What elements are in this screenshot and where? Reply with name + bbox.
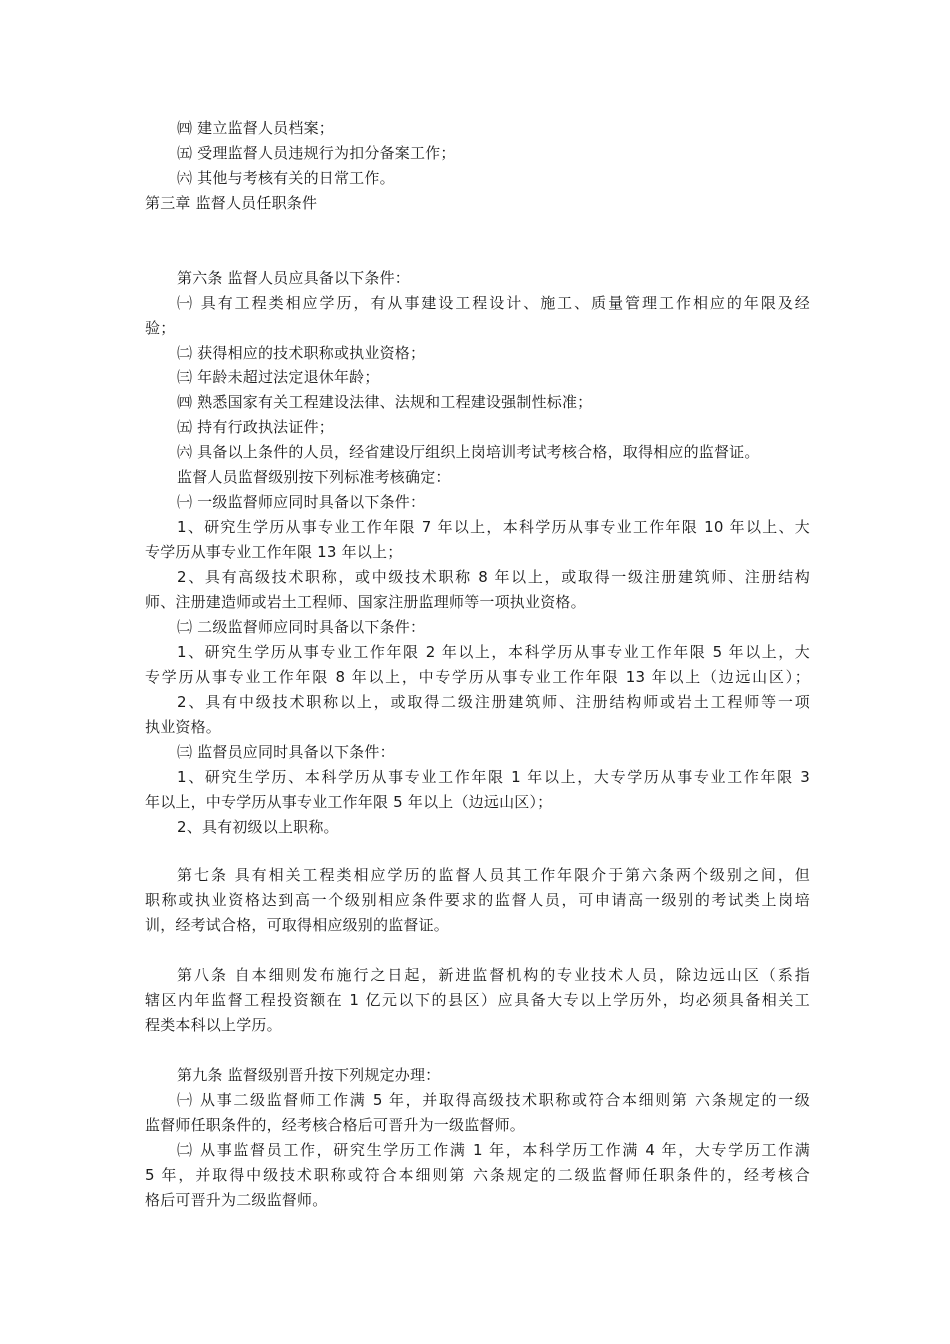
text-line: ㈢ 年龄未超过法定退休年龄； bbox=[177, 368, 380, 386]
text-line: ㈠ 一级监督师应同时具备以下条件： bbox=[177, 493, 426, 511]
text-line: 格后可晋升为二级监督师。 bbox=[145, 1191, 328, 1209]
text-line: 监督人员监督级别按下列标准考核确定： bbox=[177, 468, 451, 486]
article-heading: 第六条 监督人员应具备以下条件： bbox=[177, 269, 410, 287]
article-heading: 第九条 监督级别晋升按下列规定办理： bbox=[177, 1066, 441, 1084]
text-line: 训，经考试合格，可取得相应级别的监督证。 bbox=[145, 916, 450, 934]
text-line: 专学历从事专业工作年限 8 年以上，中专学历从事专业工作年限 13 年以上（边远山区）； bbox=[145, 668, 810, 686]
text-line: 验； bbox=[145, 319, 176, 337]
text-line: ㈢ 监督员应同时具备以下条件： bbox=[177, 743, 395, 761]
text-line: 年以上，中专学历从事专业工作年限 5 年以上（边远山区）； bbox=[145, 793, 553, 811]
text-line: 专学历从事专业工作年限 13 年以上； bbox=[145, 543, 403, 561]
text-line: ㈣ 建立监督人员档案； bbox=[177, 119, 334, 137]
text-line: ㈤ 持有行政执法证件； bbox=[177, 418, 334, 436]
text-line: ㈠ 具有工程类相应学历，有从事建设工程设计、施工、质量管理工作相应的年限及经 bbox=[177, 294, 810, 312]
text-line: 辖区内年监督工程投资额在 1 亿元以下的县区）应具备大专以上学历外，均必须具备相关工 bbox=[145, 991, 810, 1009]
text-line: ㈡ 二级监督师应同时具备以下条件： bbox=[177, 618, 426, 636]
chapter-heading: 第三章 监督人员任职条件 bbox=[145, 194, 318, 212]
text-line: ㈥ 其他与考核有关的日常工作。 bbox=[177, 169, 395, 187]
text-line: 执业资格。 bbox=[145, 718, 222, 736]
text-line: 2、具有高级技术职称，或中级技术职称 8 年以上，或取得一级注册建筑师、注册结构 bbox=[177, 568, 810, 586]
article-heading: 第七条 具有相关工程类相应学历的监督人员其工作年限介于第六条两个级别之间，但 bbox=[177, 866, 810, 884]
text-line: 程类本科以上学历。 bbox=[145, 1016, 282, 1034]
text-line: 1、研究生学历从事专业工作年限 7 年以上，本科学历从事专业工作年限 10 年以上、大 bbox=[177, 518, 810, 536]
article-heading: 第八条 自本细则发布施行之日起，新进监督机构的专业技术人员，除边远山区（系指 bbox=[177, 966, 810, 984]
text-line: 1、研究生学历从事专业工作年限 2 年以上，本科学历从事专业工作年限 5 年以上，大 bbox=[177, 643, 810, 661]
text-line: 5 年，并取得中级技术职称或符合本细则第 六条规定的二级监督师任职条件的，经考核合 bbox=[145, 1166, 810, 1184]
text-line: 师、注册建造师或岩土工程师、国家注册监理师等一项执业资格。 bbox=[145, 593, 586, 611]
text-line: ㈡ 从事监督员工作，研究生学历工作满 1 年，本科学历工作满 4 年，大专学历工作满 bbox=[177, 1141, 810, 1159]
text-line: 1、研究生学历、本科学历从事专业工作年限 1 年以上，大专学历从事专业工作年限 3 bbox=[177, 768, 810, 786]
text-line: ㈥ 具备以上条件的人员，经省建设厅组织上岗培训考试考核合格，取得相应的监督证。 bbox=[177, 443, 760, 461]
text-line: ㈤ 受理监督人员违规行为扣分备案工作； bbox=[177, 144, 456, 162]
text-line: ㈠ 从事二级监督师工作满 5 年，并取得高级技术职称或符合本细则第 六条规定的一级 bbox=[177, 1091, 810, 1109]
text-line: 监督师任职条件的，经考核合格后可晋升为一级监督师。 bbox=[145, 1116, 526, 1134]
text-line: 职称或执业资格达到高一个级别相应条件要求的监督人员，可申请高一级别的考试类上岗培 bbox=[145, 891, 810, 909]
text-line: 2、具有初级以上职称。 bbox=[177, 818, 339, 836]
text-line: ㈣ 熟悉国家有关工程建设法律、法规和工程建设强制性标准； bbox=[177, 393, 593, 411]
text-line: 2、具有中级技术职称以上，或取得二级注册建筑师、注册结构师或岩土工程师等一项 bbox=[177, 693, 810, 711]
text-line: ㈡ 获得相应的技术职称或执业资格； bbox=[177, 344, 426, 362]
